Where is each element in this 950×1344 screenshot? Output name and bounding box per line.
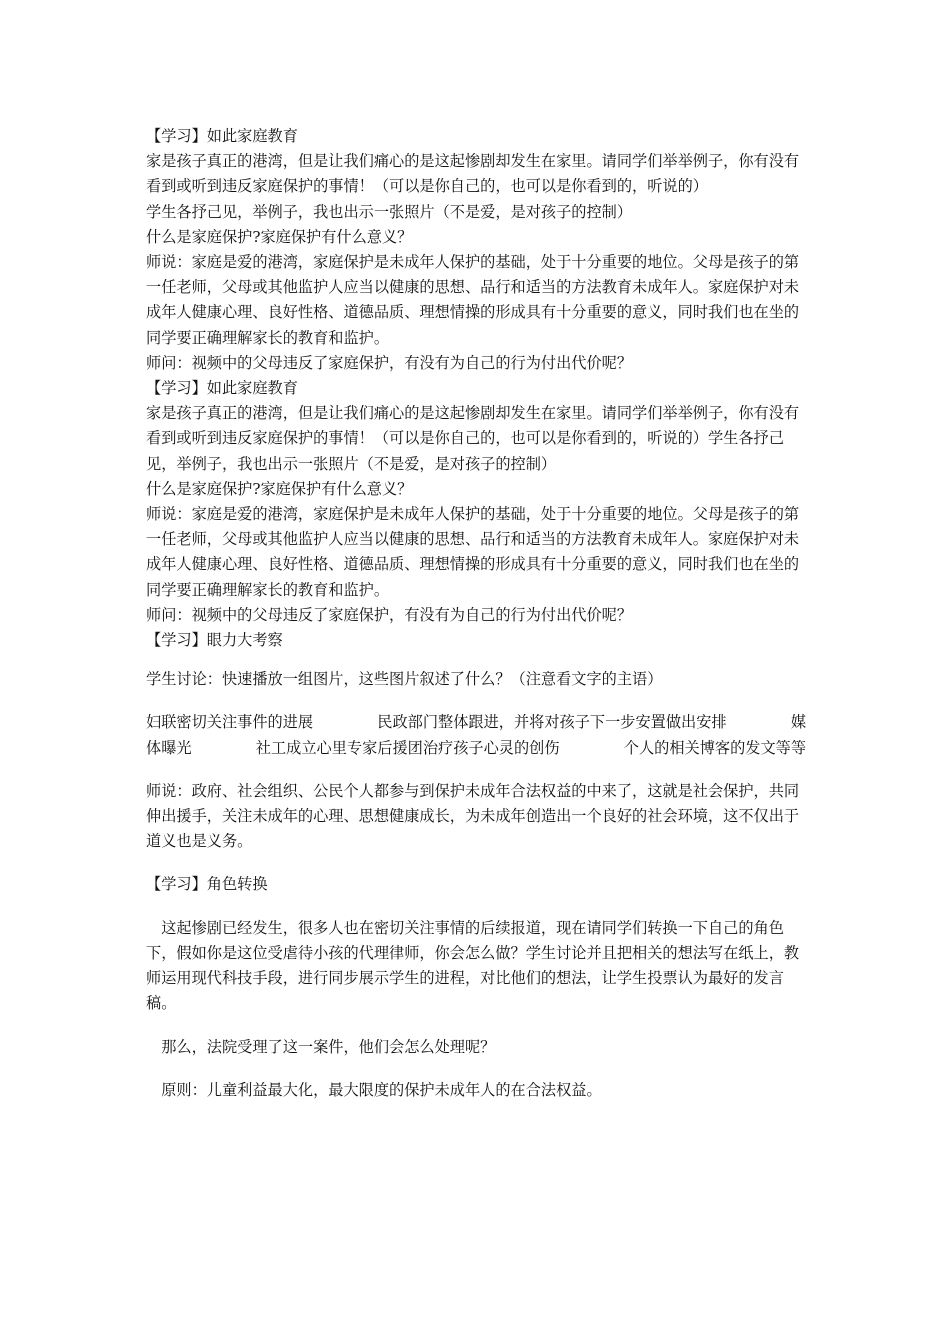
event-item: 社工成立心里专家后援团治疗孩子心灵的创伤: [255, 738, 560, 757]
intro-paragraph-repeat: 家是孩子真正的港湾，但是让我们痛心的是这起惨剧却发生在家里。请同学们举举例子，你有没有看到或听到违反家庭保护的事情！（可以是你自己的，也可以是你看到的，听说的）学生各抒己见，举例子，我也出示一张照片（不是爱，是对孩子的控制）: [146, 404, 800, 473]
section-heading-family-education-repeat: 【学习】如此家庭教育: [146, 379, 298, 398]
section-heading-observation: 【学习】眼力大考察: [146, 631, 283, 650]
event-item: 体曝光: [146, 738, 192, 757]
events-line-2: [146, 736, 806, 761]
section-heading-family-education: 【学习】如此家庭教育: [146, 127, 298, 145]
intro-paragraph: 家是孩子真正的港湾，但是让我们痛心的是这起惨剧却发生在家里。请同学们举举例子，你有没有看到或听到违反家庭保护的事情！（可以是你自己的，也可以是你看到的，听说的）: [146, 152, 800, 196]
event-item: 民政部门整体跟进，并将对孩子下一步安置做出安排: [377, 713, 727, 732]
teacher-asks-line: 师问：视频中的父母违反了家庭保护，有没有为自己的行为付出代价呢？: [146, 353, 632, 372]
event-item: 妇联密切关注事件的进展: [146, 713, 314, 732]
teacher-asks-line-repeat: 师问：视频中的父母违反了家庭保护，有没有为自己的行为付出代价呢？: [146, 605, 632, 624]
teacher-says-paragraph-repeat: 师说：家庭是爱的港湾，家庭保护是未成年人保护的基础，处于十分重要的地位。父母是孩子的第一任老师，父母或其他监护人应当以健康的思想、品行和适当的方法教育未成年人。家庭保护对未成年人健康心理、良好性格、道德品质、理想情操的形成具有十分重要的意义，同时我们也在坐的同学要正确理解家长的教育和监护。: [146, 505, 800, 599]
student-response: 学生各抒己见，举例子，我也出示一张照片（不是爱，是对孩子的控制）: [146, 202, 632, 221]
event-item: 个人的相关博客的发文等等: [623, 738, 806, 757]
court-question: 那么，法院受理了这一案件，他们会怎么处理呢？: [161, 1037, 496, 1056]
document-page: [146, 124, 806, 1103]
event-item: 媒: [790, 713, 806, 732]
teacher-says-social-protection: 师说：政府、社会组织、公民个人都参与到保护未成年合法权益的中来了，这就是社会保护，共同伸出援手，关注未成年的心理、思想健康成长，为未成年创造出一个良好的社会环境，这不仅出于道义也是义务。: [146, 781, 800, 851]
section-heading-role-change: 【学习】角色转换: [146, 875, 268, 894]
role-change-paragraph: 这起惨剧已经发生，很多人也在密切关注事情的后续报道，现在请同学们转换一下自己的角色下，假如你是这位受虐待小孩的代理律师，你会怎么做？学生讨论并且把相关的想法写在纸上，教师运用现代科技手段，进行同步展示学生的进程，对比他们的想法，让学生投票认为最好的发言稿。: [146, 918, 800, 1013]
principle-line: 原则：儿童利益最大化，最大限度的保护未成年人的在合法权益。: [161, 1080, 602, 1099]
teacher-says-paragraph: 师说：家庭是爱的港湾，家庭保护是未成年人保护的基础，处于十分重要的地位。父母是孩子的第一任老师，父母或其他监护人应当以健康的思想、品行和适当的方法教育未成年人。家庭保护对未成年人健康心理、良好性格、道德品质、理想情操的形成具有十分重要的意义，同时我们也在坐的同学要正确理解家长的教育和监护。: [146, 253, 800, 347]
events-line-1: [146, 710, 806, 735]
question-line-repeat: 什么是家庭保护?家庭保护有什么意义？: [146, 479, 413, 498]
question-line: 什么是家庭保护?家庭保护有什么意义？: [146, 227, 413, 246]
student-discussion: 学生讨论：快速播放一组图片，这些图片叙述了什么？（注意看文字的主语）: [146, 670, 663, 689]
